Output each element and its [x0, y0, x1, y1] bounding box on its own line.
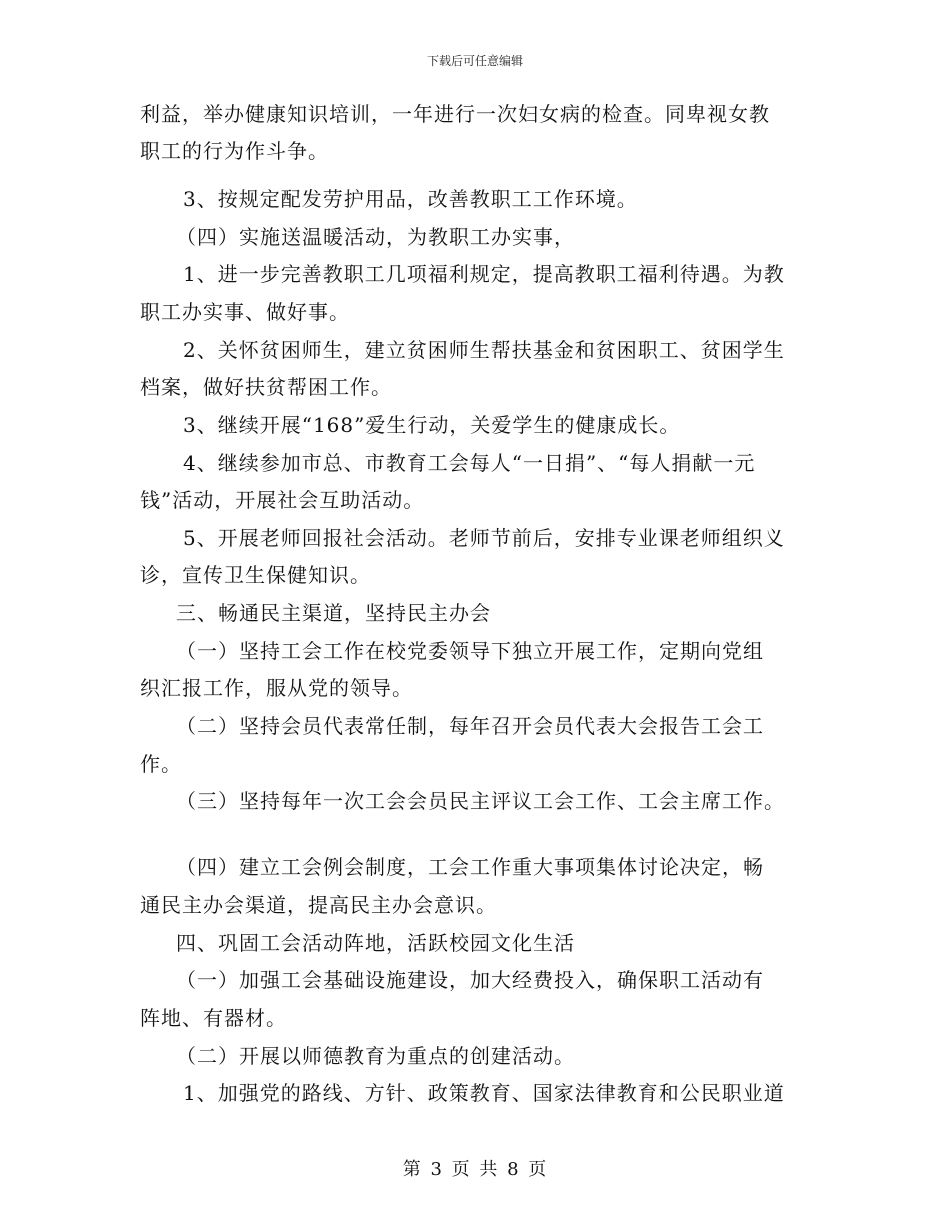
paragraph-line: 织汇报工作，服从党的领导。 — [140, 676, 413, 700]
section-heading: 三、畅通民主渠道，坚持民主办会 — [176, 601, 491, 625]
paragraph-line: （一）加强工会基础设施建设，加大经费投入，确保职工活动有 — [176, 968, 764, 992]
page-header-note: 下载后可任意编辑 — [426, 54, 523, 68]
paragraph-line: 作。 — [140, 752, 182, 776]
page-number-footer: 第 3 页 共 8 页 — [402, 1159, 548, 1180]
paragraph-line: 1、进一步完善教职工几项福利规定，提高教职工福利待遇。为教 — [183, 262, 785, 286]
paragraph-line: （四）建立工会例会制度，工会工作重大事项集体讨论决定，畅 — [176, 855, 764, 879]
paragraph-line: 3、继续开展“168”爱生行动，关爱学生的健康成长。 — [183, 413, 681, 437]
paragraph-line: 档案，做好扶贫帮困工作。 — [140, 375, 392, 399]
paragraph-line: 职工的行为作斗争。 — [140, 139, 329, 163]
paragraph-line: 1、加强党的路线、方针、政策教育、国家法律教育和公民职业道 — [183, 1081, 785, 1105]
paragraph-line: （二）坚持会员代表常任制，每年召开会员代表大会报告工会工 — [176, 714, 764, 738]
paragraph-line: （四）实施送温暖活动，为教职工办实事， — [176, 225, 575, 249]
paragraph-line: （二）开展以师德教育为重点的创建活动。 — [176, 1044, 575, 1068]
paragraph-line: （一）坚持工会工作在校党委领导下独立开展工作，定期向党组 — [176, 639, 764, 663]
paragraph-line: 3、按规定配发劳护用品，改善教职工工作环境。 — [183, 187, 638, 211]
paragraph-line: 阵地、有器材。 — [140, 1006, 287, 1030]
paragraph-line: 职工办实事、做好事。 — [140, 300, 350, 324]
paragraph-line: 5、开展老师回报社会活动。老师节前后，安排专业课老师组织义 — [183, 526, 785, 550]
paragraph-line: 2、关怀贫困师生，建立贫困师生帮扶基金和贫困职工、贫困学生 — [183, 338, 785, 362]
paragraph-line: 4、继续参加市总、市教育工会每人“一日捐”、“每人捐献一元 — [183, 451, 756, 475]
paragraph-line: 诊，宣传卫生保健知识。 — [140, 563, 371, 587]
paragraph-line: （三）坚持每年一次工会会员民主评议工会工作、工会主席工作。 — [176, 789, 785, 813]
section-heading: 四、巩固工会活动阵地，活跃校园文化生活 — [176, 931, 575, 955]
paragraph-line: 通民主办会渠道，提高民主办会意识。 — [140, 893, 497, 917]
paragraph-line: 利益，举办健康知识培训，一年进行一次妇女病的检查。同卑视女教 — [140, 102, 770, 126]
paragraph-line: 钱”活动，开展社会互助活动。 — [140, 488, 425, 512]
